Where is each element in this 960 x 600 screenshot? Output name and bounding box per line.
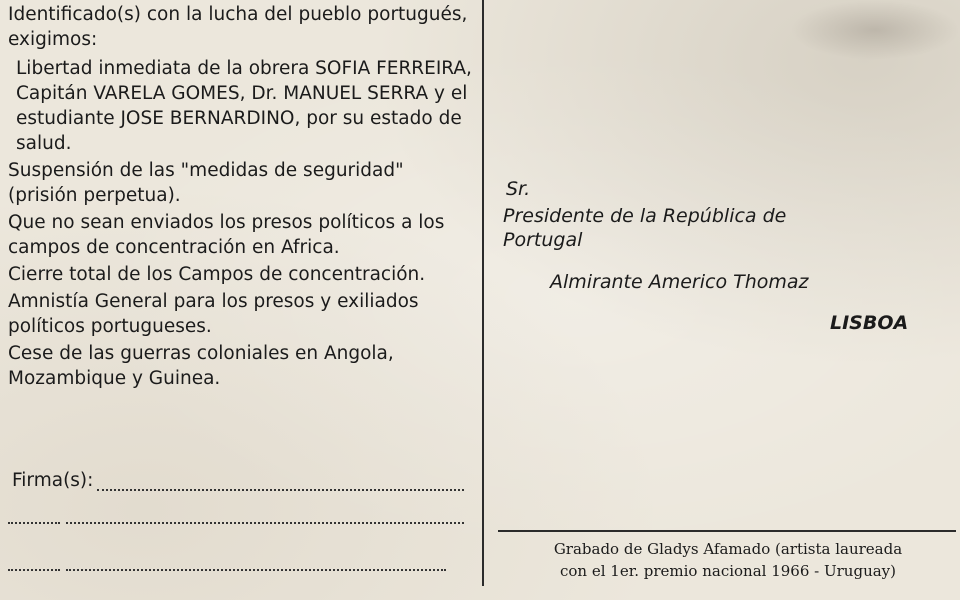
address-recipient-title: Presidente de la República de Portugal bbox=[503, 205, 787, 251]
center-divider bbox=[482, 0, 484, 586]
demand-item: Amnistía General para los presos y exiliados políticos portugueses. bbox=[8, 291, 419, 337]
signature-line[interactable] bbox=[8, 522, 60, 524]
intro-text: Identificado(s) con la lucha del pueblo portugués, exigimos: bbox=[8, 4, 468, 50]
demand-item: Cese de las guerras coloniales en Angola, Mozambique y Guinea. bbox=[8, 343, 394, 389]
demands-panel bbox=[8, 2, 478, 393]
credit-line-2: con el 1er. premio nacional 1966 - Uruguay) bbox=[559, 562, 897, 580]
address-recipient-name: Almirante Americo Thomaz bbox=[550, 271, 809, 293]
credit-line-1: Grabado de Gladys Afamado (artista laureada bbox=[553, 540, 903, 558]
paper-stain bbox=[790, 0, 960, 60]
demand-item: Cierre total de los Campos de concentración. bbox=[8, 264, 426, 285]
signature-line[interactable] bbox=[8, 569, 60, 571]
demand-item: Suspensión de las "medidas de seguridad" (prisión perpetua). bbox=[8, 160, 404, 206]
address-salutation: Sr. bbox=[506, 178, 531, 200]
signature-label: Firma(s): bbox=[12, 470, 94, 491]
signature-row bbox=[12, 470, 464, 491]
credits-rule bbox=[498, 530, 956, 532]
demand-item: Libertad inmediata de la obrera SOFIA FERREIRA, Capitán VARELA GOMES, Dr. MANUEL SERRA y el estudiante JOSE BERNARDINO, por su estado de salud. bbox=[16, 58, 472, 154]
signature-line[interactable] bbox=[97, 471, 464, 491]
demand-item: Que no sean enviados los presos políticos a los campos de concentración en Africa. bbox=[8, 212, 445, 258]
engraving-credit bbox=[500, 538, 956, 582]
signature-line[interactable] bbox=[66, 522, 464, 524]
signature-line[interactable] bbox=[66, 569, 446, 571]
address-city: LISBOA bbox=[830, 312, 909, 334]
